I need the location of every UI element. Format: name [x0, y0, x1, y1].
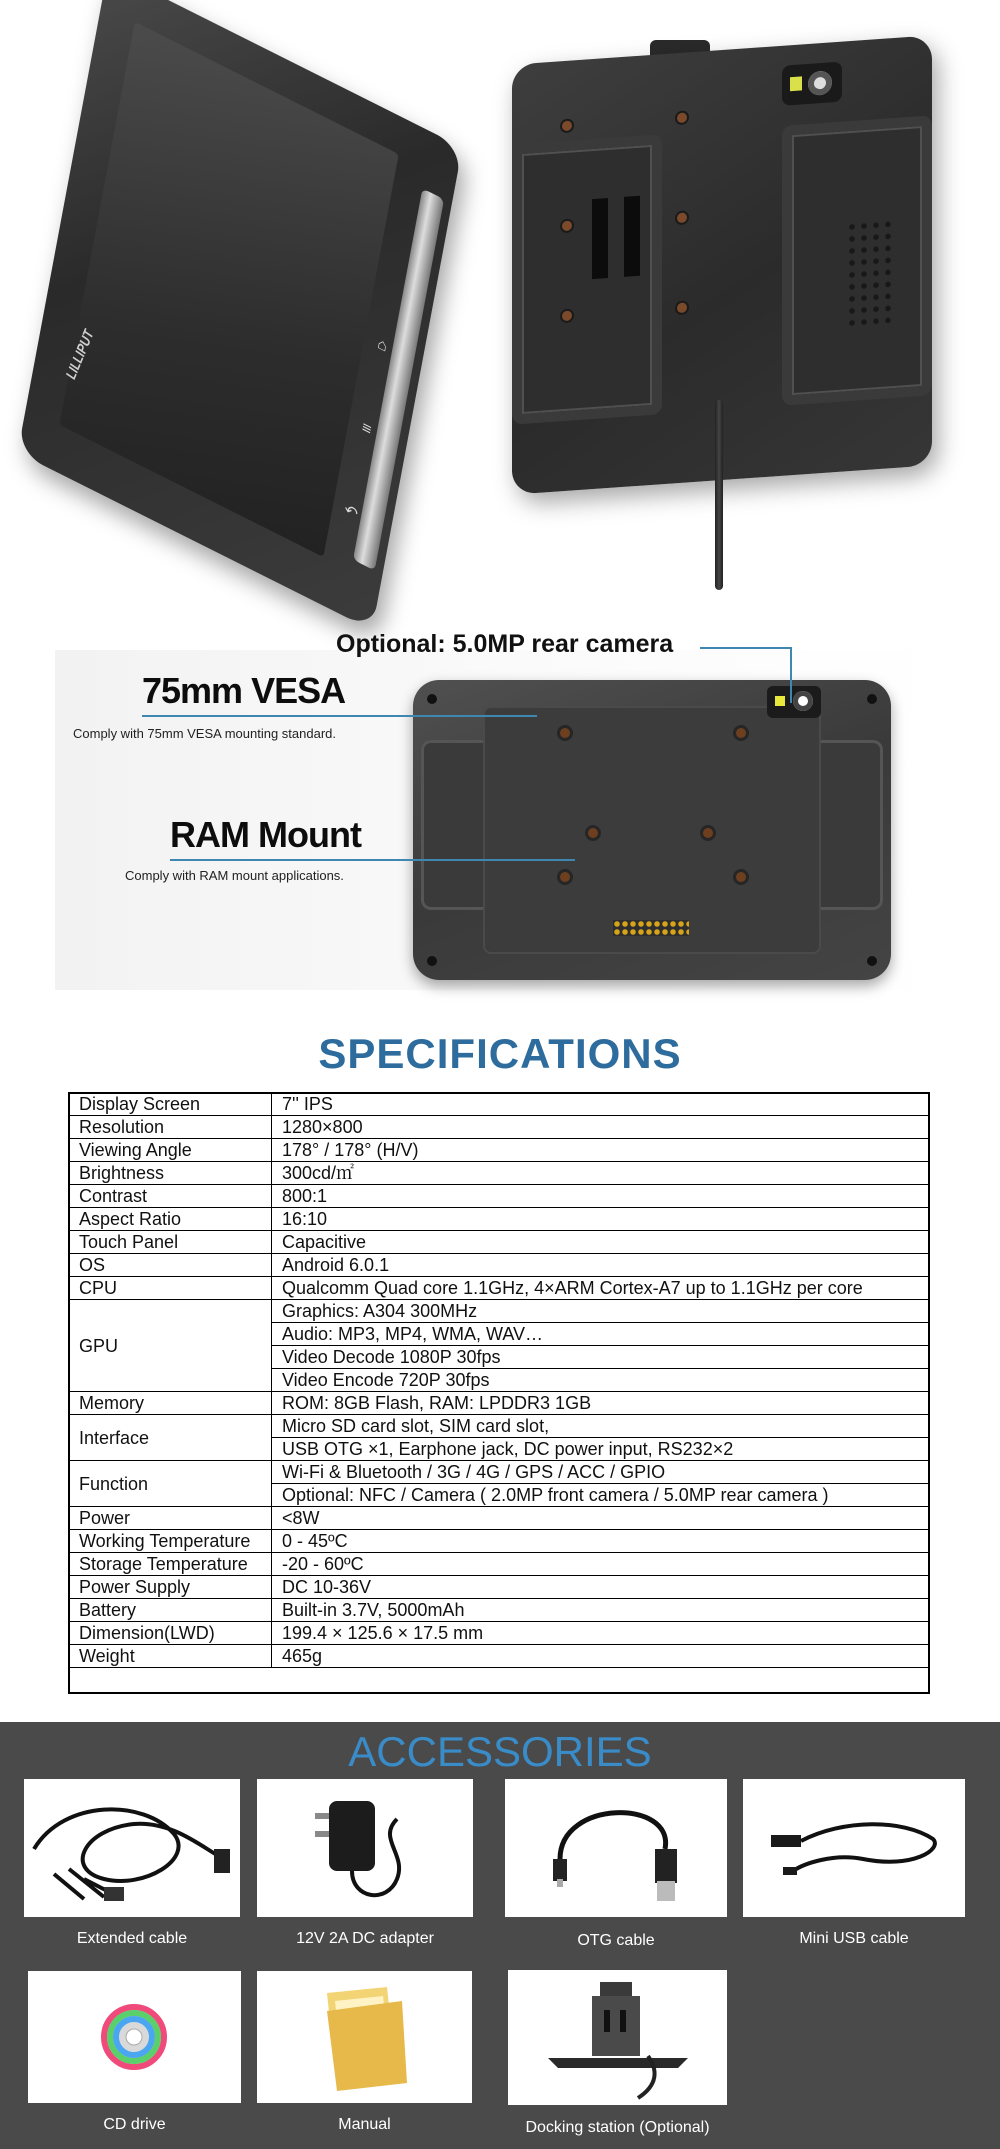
- mount-slot: [592, 198, 608, 279]
- spec-row: [69, 1392, 930, 1415]
- spec-value: 300cd/㎡: [272, 1162, 930, 1185]
- vesa-title: 75mm VESA: [142, 670, 346, 711]
- accessory-label: OTG cable: [577, 1932, 655, 1949]
- spec-row: [69, 1576, 930, 1599]
- spec-key: CPU: [69, 1277, 272, 1300]
- accessory-card-dc-adapter: [257, 1779, 473, 1917]
- vesa-hole: [560, 872, 570, 882]
- spec-value: ROM: 8GB Flash, RAM: LPDDR3 1GB: [272, 1392, 930, 1415]
- spec-value: DC 10-36V: [272, 1576, 930, 1599]
- spec-value: Video Decode 1080P 30fps: [272, 1346, 930, 1369]
- ram-hole: [588, 828, 598, 838]
- spec-key: Power Supply: [69, 1576, 272, 1599]
- extended-cable-icon: [24, 1779, 240, 1917]
- spec-row: [69, 1277, 930, 1300]
- spec-key: Viewing Angle: [69, 1139, 272, 1162]
- spec-value: Audio: MP3, MP4, WMA, WAV…: [272, 1323, 930, 1346]
- accessory-card-manual: [257, 1971, 472, 2103]
- spec-key: GPU: [69, 1300, 272, 1392]
- accessory-label: Docking station (Optional): [525, 2119, 710, 2136]
- bolt: [677, 212, 687, 223]
- power-cable: [715, 400, 723, 590]
- spec-value: 800:1: [272, 1185, 930, 1208]
- accessory-card-docking-station: [508, 1970, 727, 2105]
- mount-slot: [624, 196, 640, 277]
- spec-value: Video Encode 720P 30fps: [272, 1369, 930, 1392]
- leader-line: [170, 859, 575, 861]
- spec-row: [69, 1139, 930, 1162]
- spec-value: 1280×800: [272, 1116, 930, 1139]
- tablet-front-image: [18, 0, 463, 630]
- spec-value: Capacitive: [272, 1231, 930, 1254]
- spec-value: Android 6.0.1: [272, 1254, 930, 1277]
- screw: [867, 956, 877, 966]
- brand-logo: LILLIPUT: [62, 325, 97, 383]
- spec-value: <8W: [272, 1507, 930, 1530]
- spec-row: [69, 1645, 930, 1668]
- accessory-label: CD drive: [103, 2116, 166, 2133]
- spec-key: Memory: [69, 1392, 272, 1415]
- leader-line: [700, 647, 792, 649]
- accessory-label: Mini USB cable: [799, 1930, 909, 1947]
- left-grip-panel: [512, 134, 662, 424]
- screw: [427, 694, 437, 704]
- accessory-label: 12V 2A DC adapter: [296, 1930, 434, 1947]
- accessory-label: Manual: [338, 2116, 391, 2133]
- rear-camera: [767, 686, 821, 718]
- spec-row: [69, 1208, 930, 1231]
- camera-flash: [775, 696, 785, 706]
- spec-key: Storage Temperature: [69, 1553, 272, 1576]
- bolt: [677, 112, 687, 123]
- camera-flash: [790, 76, 802, 91]
- docking-station-icon: [508, 1970, 727, 2105]
- product-hero: [0, 0, 1000, 600]
- spec-value: 7'' IPS: [272, 1093, 930, 1116]
- vesa-hole: [736, 728, 746, 738]
- camera-lens: [793, 691, 813, 711]
- camera-callout: Optional: 5.0MP rear camera: [336, 630, 674, 658]
- spec-key: Resolution: [69, 1116, 272, 1139]
- spec-key: Display Screen: [69, 1093, 272, 1116]
- spec-key: Function: [69, 1461, 272, 1507]
- spec-row: [69, 1553, 930, 1576]
- dc-adapter-icon: [257, 1779, 473, 1917]
- accessory-card-cd: [28, 1971, 241, 2103]
- spec-row: [69, 1599, 930, 1622]
- spec-value: Built-in 3.7V, 5000mAh: [272, 1599, 930, 1622]
- spec-key: Battery: [69, 1599, 272, 1622]
- specifications-title: SPECIFICATIONS: [318, 1030, 682, 1077]
- accessory-card-otg-cable: [505, 1779, 727, 1917]
- center-panel: [483, 706, 821, 954]
- spec-key: OS: [69, 1254, 272, 1277]
- speaker-grill: [846, 218, 896, 331]
- spec-key: Dimension(LWD): [69, 1622, 272, 1645]
- rear-camera: [782, 62, 842, 106]
- ram-hole: [703, 828, 713, 838]
- accessories-title: ACCESSORIES: [348, 1728, 652, 1775]
- leader-line: [142, 715, 537, 717]
- spec-row: [69, 1461, 930, 1484]
- vesa-hole: [736, 872, 746, 882]
- spec-row: [69, 1162, 930, 1185]
- spec-row: [69, 1231, 930, 1254]
- ram-mount-description: Comply with RAM mount applications.: [125, 868, 344, 883]
- spec-value: -20 - 60ºC: [272, 1553, 930, 1576]
- spec-value: Graphics: A304 300MHz: [272, 1300, 930, 1323]
- spec-row: [69, 1116, 930, 1139]
- bolt: [562, 120, 572, 131]
- tablet-nav-keys: ⌂ ≡ ↶: [342, 335, 389, 524]
- spec-row: [69, 1185, 930, 1208]
- spec-value: Wi-Fi & Bluetooth / 3G / 4G / GPS / ACC / GPIO: [272, 1461, 930, 1484]
- bolt: [677, 302, 687, 313]
- accessory-card-extended-cable: [24, 1779, 240, 1917]
- spec-key: Working Temperature: [69, 1530, 272, 1553]
- pogo-pins: [613, 920, 689, 936]
- leader-line: [790, 647, 792, 703]
- screw: [427, 956, 437, 966]
- tablet-back-annotated: [413, 680, 891, 980]
- accessory-label: Extended cable: [76, 1930, 188, 1947]
- spec-key: Aspect Ratio: [69, 1208, 272, 1231]
- spec-value: Qualcomm Quad core 1.1GHz, 4×ARM Cortex-A7 up to 1.1GHz per core: [272, 1277, 930, 1300]
- vesa-description: Comply with 75mm VESA mounting standard.: [73, 726, 337, 741]
- spec-value: USB OTG ×1, Earphone jack, DC power input, RS232×2: [272, 1438, 930, 1461]
- mini-usb-cable-icon: [743, 1779, 965, 1917]
- camera-lens: [808, 70, 832, 96]
- spec-key: Power: [69, 1507, 272, 1530]
- spec-key: Interface: [69, 1415, 272, 1461]
- annotated-back-view: [0, 600, 1000, 1020]
- spec-key: Contrast: [69, 1185, 272, 1208]
- cd-icon: [28, 1971, 241, 2103]
- spec-key: Brightness: [69, 1162, 272, 1185]
- spec-key: Touch Panel: [69, 1231, 272, 1254]
- manual-folder-icon: [257, 1971, 472, 2103]
- spec-value: Micro SD card slot, SIM card slot,: [272, 1415, 930, 1438]
- ram-mount-title: RAM Mount: [170, 814, 361, 855]
- specifications-table: [68, 1092, 930, 1668]
- spec-row: [69, 1622, 930, 1645]
- spec-value: 178° / 178° (H/V): [272, 1139, 930, 1162]
- spec-value: 16:10: [272, 1208, 930, 1231]
- spec-row: [69, 1093, 930, 1116]
- accessory-card-mini-usb-cable: [743, 1779, 965, 1917]
- spec-key: Weight: [69, 1645, 272, 1668]
- vesa-hole: [560, 728, 570, 738]
- spec-row: [69, 1530, 930, 1553]
- spec-value: 465g: [272, 1645, 930, 1668]
- spec-value: 199.4 × 125.6 × 17.5 mm: [272, 1622, 930, 1645]
- spec-row: [69, 1507, 930, 1530]
- otg-cable-icon: [505, 1779, 727, 1917]
- screw: [867, 694, 877, 704]
- spec-value: 0 - 45ºC: [272, 1530, 930, 1553]
- spec-row: [69, 1254, 930, 1277]
- spec-row: [69, 1300, 930, 1323]
- spec-row: [69, 1415, 930, 1438]
- spec-value: Optional: NFC / Camera ( 2.0MP front camera / 5.0MP rear camera ): [272, 1484, 930, 1507]
